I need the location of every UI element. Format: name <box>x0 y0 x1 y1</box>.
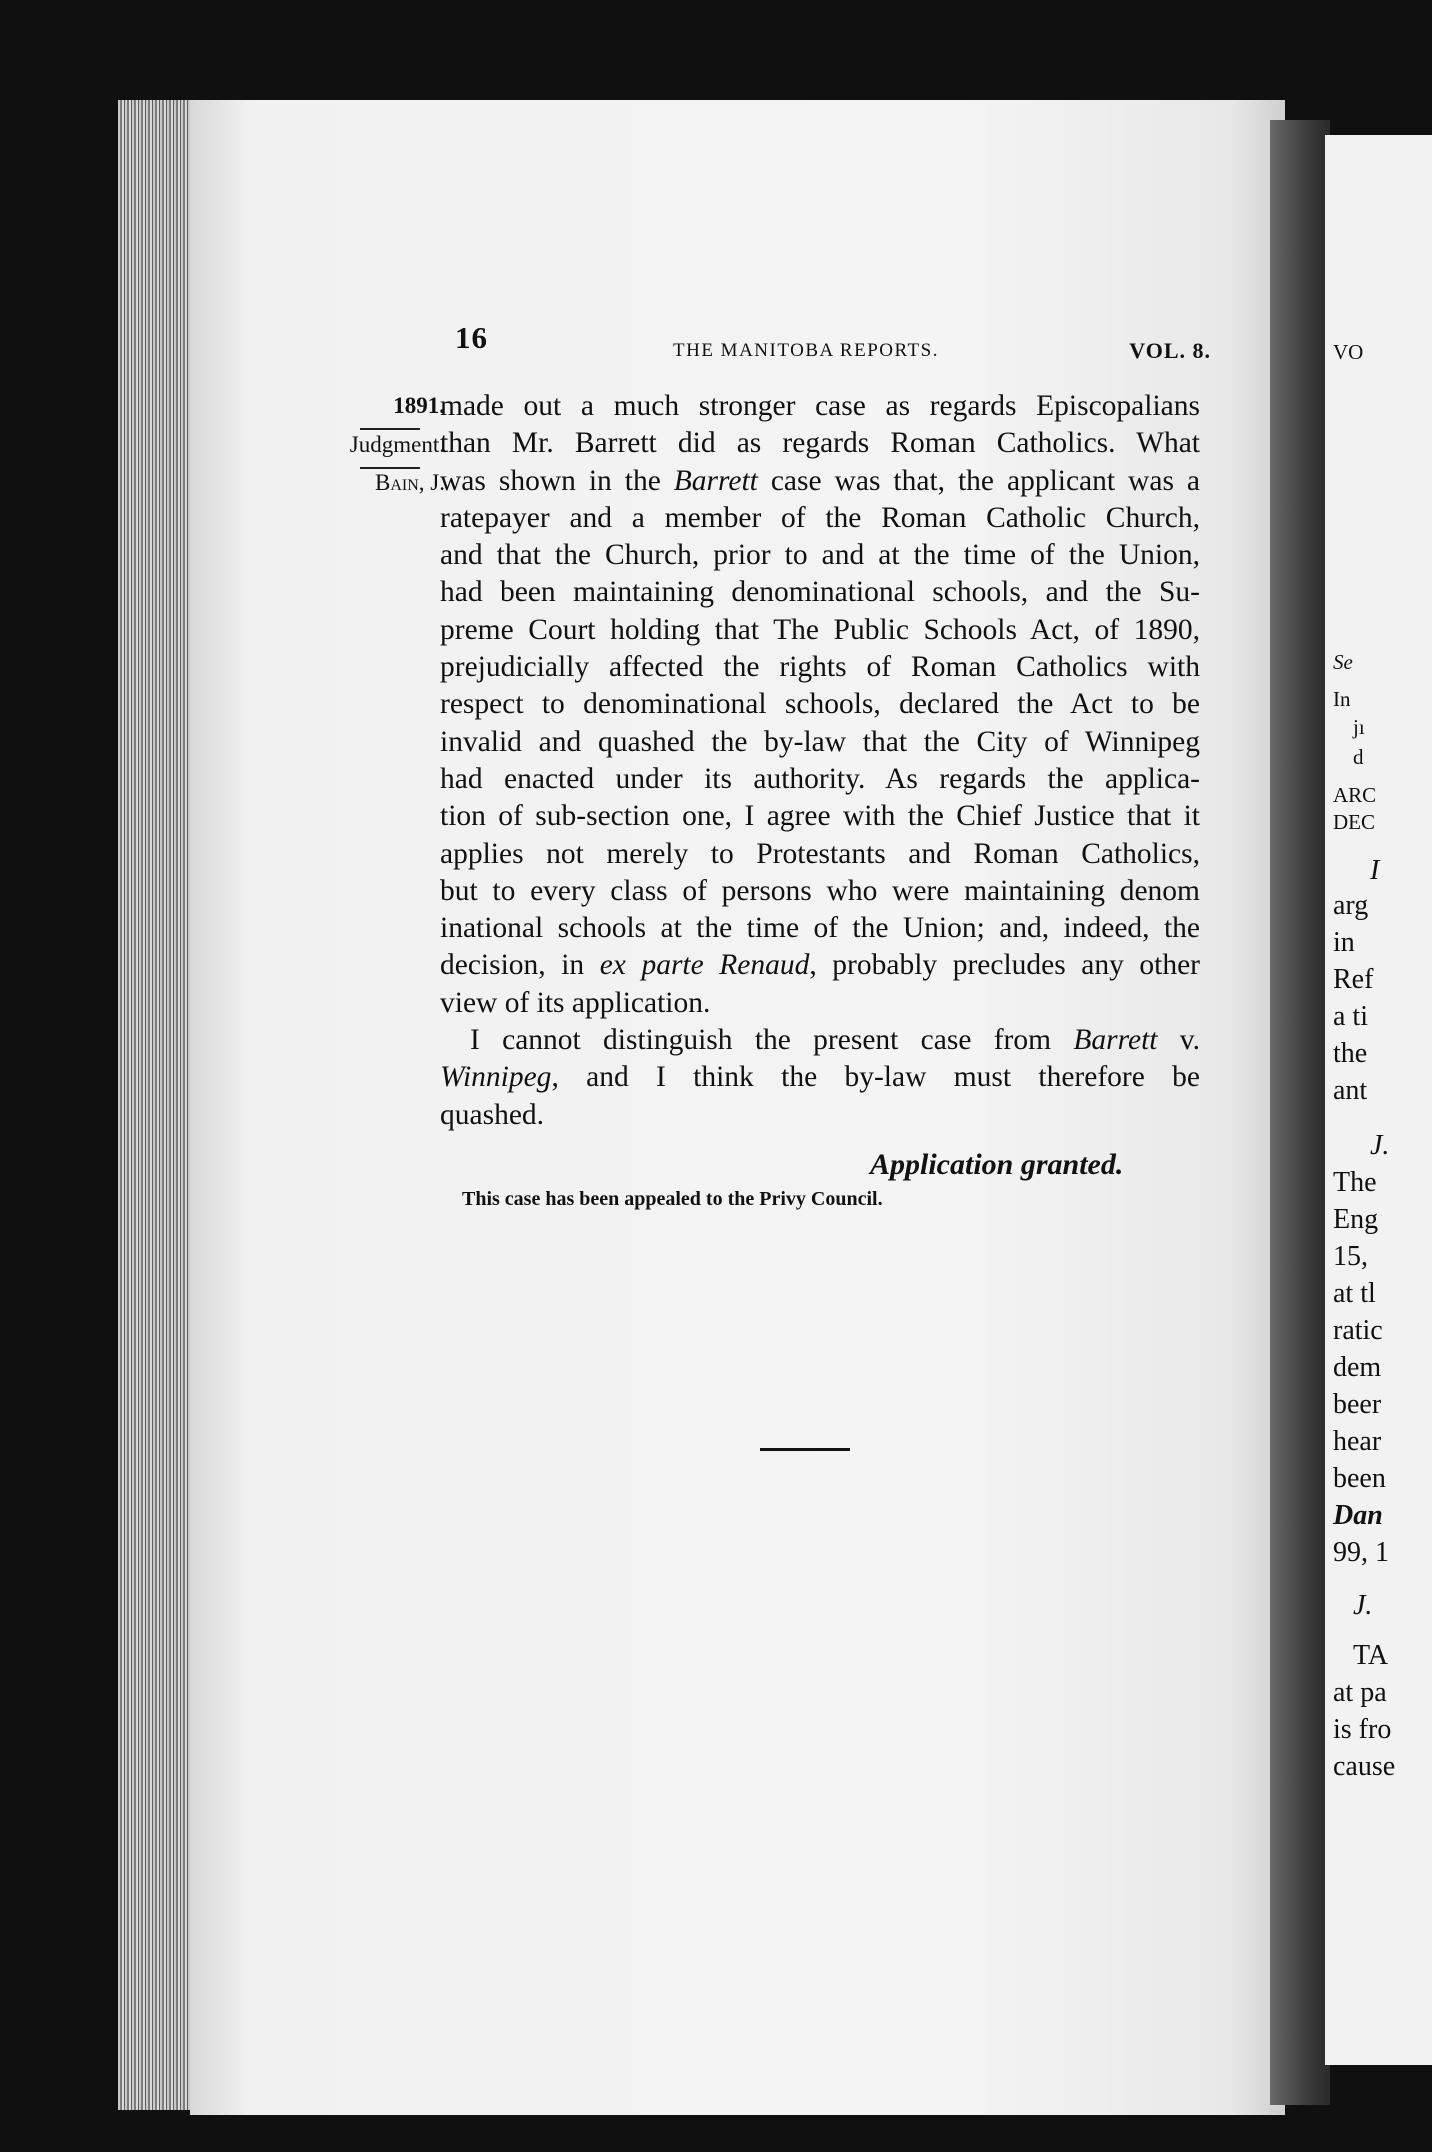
right-page-text: hear <box>1333 1426 1382 1457</box>
right-page-text: In <box>1333 687 1351 711</box>
body-line: had enacted under its authority. As regards the applica- <box>440 762 1200 795</box>
body-line: preme Court holding that The Public Schools Act, of 1890, <box>440 613 1200 646</box>
right-page-text: a ti <box>1333 1001 1368 1032</box>
body-line: than Mr. Barrett did as regards Roman Catholics. What <box>440 427 1200 460</box>
right-page-text: I <box>1370 855 1380 886</box>
right-page-text: Ref <box>1333 964 1374 995</box>
right-page-text: d <box>1353 745 1364 769</box>
right-page-text: DEC <box>1333 810 1375 834</box>
right-page-text: at tl <box>1333 1278 1376 1309</box>
body-line: inational schools at the time of the Union; and, indeed, the <box>440 912 1200 945</box>
body-line: ratepayer and a member of the Roman Catholic Church, <box>440 501 1200 534</box>
body-line: Winnipeg, and I think the by-law must therefore be <box>440 1061 1200 1094</box>
margin-rule <box>360 428 420 430</box>
right-page-text: ratic <box>1333 1315 1383 1346</box>
body-line: applies not merely to Protestants and Roman Catholics, <box>440 837 1200 870</box>
body-line: I cannot distinguish the present case from Barrett v. <box>470 1024 1200 1057</box>
right-page-text: TA <box>1353 1640 1389 1671</box>
right-page-text: 15, <box>1333 1241 1368 1272</box>
body-line: decision, in ex parte Renaud, probably precludes any other <box>440 949 1200 982</box>
right-page-text: jı <box>1353 715 1365 739</box>
right-page-text: is fro <box>1333 1714 1392 1745</box>
body-line: had been maintaining denominational schools, and the Su- <box>440 576 1200 609</box>
right-page-text: beer <box>1333 1389 1382 1420</box>
body-line: invalid and quashed the by-law that the City of Winnipeg <box>440 725 1200 758</box>
right-page-text: at pa <box>1333 1677 1387 1708</box>
volume-label: VOL. 8. <box>1129 338 1211 363</box>
right-page-text: J. <box>1370 1130 1390 1161</box>
right-page-text: ARC <box>1333 783 1377 807</box>
right-page-text: cause <box>1333 1751 1396 1782</box>
judgment-body <box>440 388 1200 1134</box>
body-line: was shown in the Barrett case was that, the applicant was a <box>440 464 1200 497</box>
right-page-text: Eng <box>1333 1204 1379 1235</box>
right-page-text: in <box>1333 927 1355 958</box>
right-page-text: Se <box>1333 650 1353 674</box>
running-title: THE MANITOBA REPORTS. <box>673 340 939 361</box>
body-line: view of its application. <box>440 986 711 1019</box>
right-page-text: the <box>1333 1038 1368 1069</box>
right-page-text: dem <box>1333 1352 1382 1383</box>
body-line: and that the Church, prior to and at the time of the Union, <box>440 539 1200 572</box>
disposition: Application granted. <box>870 1148 1124 1181</box>
right-page-text: The <box>1333 1167 1377 1198</box>
margin-judgment: Judgment. <box>349 432 445 457</box>
right-page-text: Dan <box>1333 1500 1383 1531</box>
right-page-text: 99, 1 <box>1333 1537 1389 1568</box>
body-line: tion of sub-section one, I agree with the Chief Justice that it <box>440 800 1200 833</box>
margin-rule <box>360 467 420 469</box>
body-line: quashed. <box>440 1098 545 1131</box>
appeal-footnote: This case has been appealed to the Privy Council. <box>462 1188 883 1210</box>
running-header <box>455 320 1215 364</box>
body-line: made out a much stronger case as regards Episcopalians <box>440 390 1200 422</box>
right-page-text: been <box>1333 1463 1386 1494</box>
right-page-text: VO <box>1333 340 1364 364</box>
margin-judge: Bain, J. <box>375 470 445 495</box>
right-page-text: J. <box>1353 1590 1373 1621</box>
body-line: respect to denominational schools, declared the Act to be <box>440 688 1200 721</box>
right-page-text: arg <box>1333 890 1369 921</box>
margin-year: 1891. <box>393 393 445 418</box>
body-line: but to every class of persons who were maintaining denom <box>440 874 1200 907</box>
body-line: prejudicially affected the rights of Roman Catholics with <box>440 651 1200 684</box>
right-page-text: ant <box>1333 1075 1368 1106</box>
right-page-fragment <box>1325 135 1432 2065</box>
end-rule <box>760 1448 850 1451</box>
book-gutter <box>1270 120 1330 2105</box>
page-number: 16 <box>455 320 488 355</box>
